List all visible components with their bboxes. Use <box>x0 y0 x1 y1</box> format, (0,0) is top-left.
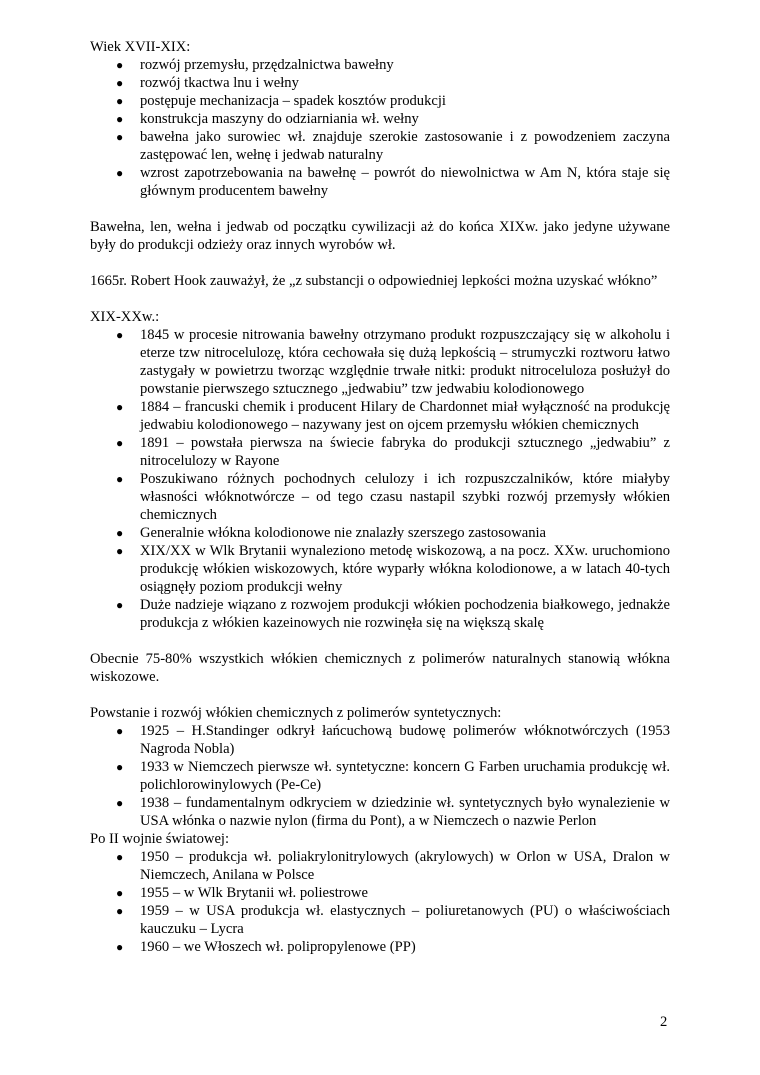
list-item-text: 1950 – produkcja wł. poliakrylonitrylowych (akrylowych) w Orlon w USA, Dralon w Niemczech, Anilana w Polsce <box>140 849 670 883</box>
list-item-text: 1925 – H.Standinger odkrył łańcuchową budowę polimerów włóknotwórczych (1953 Nagroda Nobla) <box>140 723 670 757</box>
bullet-icon: ● <box>116 598 124 612</box>
list-item-text: 1933 w Niemczech pierwsze wł. syntetyczne: koncern G Farben uruchamia produkcję wł. polichlorowinylowych (Pe-Ce) <box>140 759 670 793</box>
list-item-text: postępuje mechanizacja – spadek kosztów produkcji <box>140 93 446 109</box>
bullet-icon: ● <box>116 328 124 342</box>
bullet-icon: ● <box>116 796 124 810</box>
list-item-text: 1845 w procesie nitrowania bawełny otrzymano produkt rozpuszczający się w alkoholu i eterze tzw nitrocelulozę, która cechowała się dużą lepkością – strumyczki roztworu łatwo zastygały w powietrzu tworząc względnie trwałe nitki: produkt nitroceluloza posłużył do powstanie pierwszego sztucznego „jedwabiu” tzw jedwabiu kolodionowego <box>140 327 670 397</box>
list-item <box>90 848 670 884</box>
list-item <box>90 92 670 110</box>
list-item-text: 1891 – powstała pierwsza na świecie fabryka do produkcji sztucznego „jedwabiu” z nitrocelulozy w Rayone <box>140 435 670 469</box>
bullet-list <box>90 722 670 830</box>
list-item <box>90 722 670 758</box>
section-17-19-century <box>90 38 670 200</box>
bullet-icon: ● <box>116 400 124 414</box>
bullet-icon: ● <box>116 724 124 738</box>
list-item-text: Duże nadzieje wiązano z rozwojem produkcji włókien pochodzenia białkowego, jednakże produkcja z włókien kazeinowych nie rozwinęła się na większą skalę <box>140 597 670 631</box>
bullet-icon: ● <box>116 526 124 540</box>
section-heading: Wiek XVII-XIX: <box>90 39 191 55</box>
bullet-icon: ● <box>116 130 124 144</box>
list-item-text: 1884 – francuski chemik i producent Hilary de Chardonnet miał wyłączność na produkcję jedwabiu kolodionowego – nazywany jest on ojcem przemysłu włókien chemicznych <box>140 399 670 433</box>
list-item-text: 1959 – w USA produkcja wł. elastycznych – poliuretanowych (PU) o właściwościach kauczuku – Lycra <box>140 903 670 937</box>
bullet-icon: ● <box>116 58 124 72</box>
list-item <box>90 758 670 794</box>
list-item <box>90 434 670 470</box>
list-item-text: XIX/XX w Wlk Brytanii wynaleziono metodę wiskozową, a na pocz. XXw. uruchomiono produkcję włókien wiskozowych, które wyparły włókna kolodionowe, a w latach 40-tych osiągnęły poziom produkcji wełny <box>140 543 670 595</box>
list-item <box>90 56 670 74</box>
bullet-list <box>90 848 670 956</box>
list-item-text: rozwój przemysłu, przędzalnictwa bawełny <box>140 57 394 73</box>
bullet-icon: ● <box>116 472 124 486</box>
list-item <box>90 128 670 164</box>
section-heading: Po II wojnie światowej: <box>90 831 230 847</box>
bullet-icon: ● <box>116 94 124 108</box>
section-19-20-century <box>90 308 670 632</box>
list-item <box>90 74 670 92</box>
list-item <box>90 884 670 902</box>
list-item-text: 1955 – w Wlk Brytanii wł. poliestrowe <box>140 885 368 901</box>
list-item <box>90 326 670 398</box>
list-item-text: konstrukcja maszyny do odziarniania wł. wełny <box>140 111 419 127</box>
bullet-icon: ● <box>116 544 124 558</box>
paragraph-robert-hook: 1665r. Robert Hook zauważył, że „z substancji o odpowiedniej lepkości można uzyskać włókno” <box>90 273 658 289</box>
list-item <box>90 542 670 596</box>
list-item <box>90 398 670 434</box>
section-heading: XIX-XXw.: <box>90 309 160 325</box>
list-item <box>90 524 670 542</box>
list-item-text: 1938 – fundamentalnym odkryciem w dziedzinie wł. syntetycznych było wynalezienie w USA włónka o nazwie nylon (firma du Pont), a w Niemczech o nazwie Perlon <box>140 795 670 829</box>
bullet-icon: ● <box>116 76 124 90</box>
list-item <box>90 470 670 524</box>
list-item-text: Generalnie włókna kolodionowe nie znalazły szerszego zastosowania <box>140 525 547 541</box>
list-item-text: Poszukiwano różnych pochodnych celulozy i ich rozpuszczalników, które miałyby własności włóknotwórcze – od tego czasu nastapil szybki rozwój przemysły włókien chemicznych <box>140 471 670 523</box>
bullet-icon: ● <box>116 112 124 126</box>
paragraph-natural-fibers: Bawełna, len, wełna i jedwab od początku cywilizacji aż do końca XIXw. jako jedyne używane były do produkcji odzieży oraz innych wyrobów wł. <box>90 219 670 253</box>
list-item <box>90 938 670 956</box>
bullet-icon: ● <box>116 850 124 864</box>
page-number: 2 <box>660 1014 668 1030</box>
list-item <box>90 110 670 128</box>
list-item <box>90 902 670 938</box>
bullet-list <box>90 326 670 632</box>
document-page <box>90 38 670 956</box>
list-item <box>90 794 670 830</box>
list-item-text: rozwój tkactwa lnu i wełny <box>140 75 299 91</box>
list-item-text: 1960 – we Włoszech wł. polipropylenowe (PP) <box>140 939 416 955</box>
list-item-text: bawełna jako surowiec wł. znajduje szerokie zastosowanie i z powodzeniem zaczyna zastępować len, wełnę i jedwab naturalny <box>140 129 670 163</box>
section-synthetic-polymers <box>90 704 670 830</box>
bullet-icon: ● <box>116 166 124 180</box>
list-item <box>90 596 670 632</box>
bullet-icon: ● <box>116 886 124 900</box>
bullet-icon: ● <box>116 940 124 954</box>
list-item-text: wzrost zapotrzebowania na bawełnę – powrót do niewolnictwa w Am N, która staje się głównym producentem bawełny <box>140 165 670 199</box>
paragraph-viscose-share: Obecnie 75-80% wszystkich włókien chemicznych z polimerów naturalnych stanowią włókna wiskozowe. <box>90 651 670 685</box>
bullet-icon: ● <box>116 436 124 450</box>
list-item <box>90 164 670 200</box>
bullet-icon: ● <box>116 760 124 774</box>
section-heading: Powstanie i rozwój włókien chemicznych z polimerów syntetycznych: <box>90 705 502 721</box>
section-post-ww2 <box>90 830 670 956</box>
bullet-icon: ● <box>116 904 124 918</box>
bullet-list <box>90 56 670 200</box>
